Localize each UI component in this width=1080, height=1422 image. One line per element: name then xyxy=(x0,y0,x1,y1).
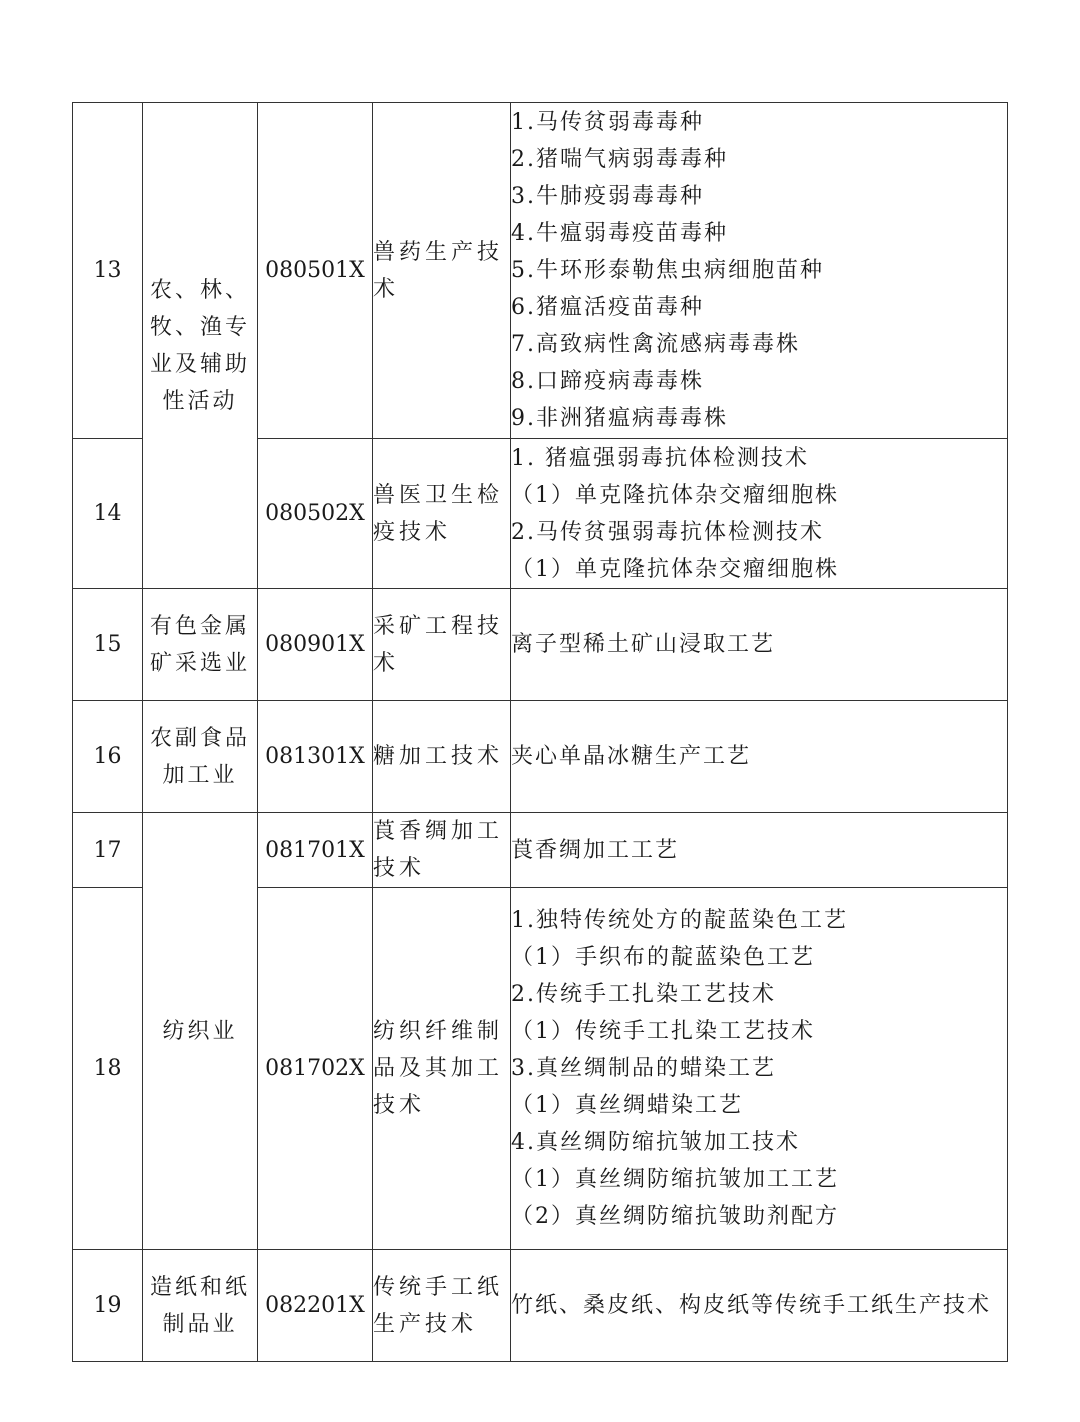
tech-name: 兽医卫生检疫技术 xyxy=(373,439,511,589)
list-item: 3.真丝绸制品的蜡染工艺 xyxy=(511,1056,776,1081)
technology-catalog-table xyxy=(72,102,1008,1362)
list-item: 莨香绸加工工艺 xyxy=(511,837,680,863)
tech-items xyxy=(511,589,1008,701)
tech-code: 081301X xyxy=(258,701,373,813)
tech-name: 传统手工纸生产技术 xyxy=(373,1250,511,1362)
row-number: 16 xyxy=(73,701,143,813)
table-row xyxy=(73,589,1008,701)
list-item: 1.马传贫弱毒毒种 xyxy=(511,110,704,135)
list-item: （1）真丝绸防缩抗皱加工工艺 xyxy=(511,1167,839,1192)
list-item: （1）单克隆抗体杂交瘤细胞株 xyxy=(511,482,839,508)
industry-cell: 农、林、牧、渔专业及辅助性活动 xyxy=(143,103,258,589)
tech-code: 080501X xyxy=(258,103,373,439)
tech-code: 080901X xyxy=(258,589,373,701)
row-number: 17 xyxy=(73,813,143,888)
list-item: 9.非洲猪瘟病毒毒株 xyxy=(511,406,728,431)
list-item: 2.马传贫强弱毒抗体检测技术 xyxy=(511,519,824,545)
tech-code: 080502X xyxy=(258,439,373,589)
tech-items xyxy=(511,439,1008,589)
table-row xyxy=(73,103,1008,439)
list-item: （1）真丝绸蜡染工艺 xyxy=(511,1093,743,1118)
list-item: 夹心单晶冰糖生产工艺 xyxy=(511,744,752,769)
tech-items xyxy=(511,103,1008,439)
tech-code: 082201X xyxy=(258,1250,373,1362)
row-number: 14 xyxy=(73,439,143,589)
list-item: 4.真丝绸防缩抗皱加工技术 xyxy=(511,1130,800,1155)
row-number: 19 xyxy=(73,1250,143,1362)
list-item: 离子型稀土矿山浸取工艺 xyxy=(511,632,776,657)
list-item: （2）真丝绸防缩抗皱助剂配方 xyxy=(511,1204,839,1229)
table-row xyxy=(73,701,1008,813)
list-item: 3.牛肺疫弱毒毒种 xyxy=(511,184,704,209)
tech-items xyxy=(511,701,1008,813)
industry-cell: 造纸和纸制品业 xyxy=(143,1250,258,1362)
list-item: 1. 猪瘟强弱毒抗体检测技术 xyxy=(511,445,809,471)
tech-name: 纺织纤维制品及其加工技术 xyxy=(373,888,511,1250)
table-row xyxy=(73,813,1008,888)
list-item: 7.高致病性禽流感病毒毒株 xyxy=(511,332,800,357)
list-item: 4.牛瘟弱毒疫苗毒种 xyxy=(511,221,728,246)
tech-name: 糖加工技术 xyxy=(373,701,511,813)
list-item: （1）单克隆抗体杂交瘤细胞株 xyxy=(511,556,839,582)
list-item: 1.独特传统处方的靛蓝染色工艺 xyxy=(511,908,848,933)
row-number: 18 xyxy=(73,888,143,1250)
tech-name: 莨香绸加工技术 xyxy=(373,813,511,888)
list-item: 6.猪瘟活疫苗毒种 xyxy=(511,295,704,320)
tech-items xyxy=(511,888,1008,1250)
tech-code: 081701X xyxy=(258,813,373,888)
list-item: 2.猪喘气病弱毒毒种 xyxy=(511,147,728,172)
list-item: 2.传统手工扎染工艺技术 xyxy=(511,982,776,1007)
list-item: （1）手织布的靛蓝染色工艺 xyxy=(511,945,815,970)
industry-cell: 农副食品加工业 xyxy=(143,701,258,813)
tech-code: 081702X xyxy=(258,888,373,1250)
list-item: （1）传统手工扎染工艺技术 xyxy=(511,1019,815,1044)
table-row xyxy=(73,1250,1008,1362)
industry-cell: 纺织业 xyxy=(143,813,258,1250)
row-number: 13 xyxy=(73,103,143,439)
list-item: 8.口蹄疫病毒毒株 xyxy=(511,369,704,394)
tech-name: 采矿工程技术 xyxy=(373,589,511,701)
industry-cell: 有色金属矿采选业 xyxy=(143,589,258,701)
tech-name: 兽药生产技术 xyxy=(373,103,511,439)
list-item: 竹纸、桑皮纸、构皮纸等传统手工纸生产技术 xyxy=(511,1293,992,1318)
tech-items xyxy=(511,813,1008,888)
row-number: 15 xyxy=(73,589,143,701)
tech-items xyxy=(511,1250,1008,1362)
list-item: 5.牛环形泰勒焦虫病细胞苗种 xyxy=(511,258,824,283)
